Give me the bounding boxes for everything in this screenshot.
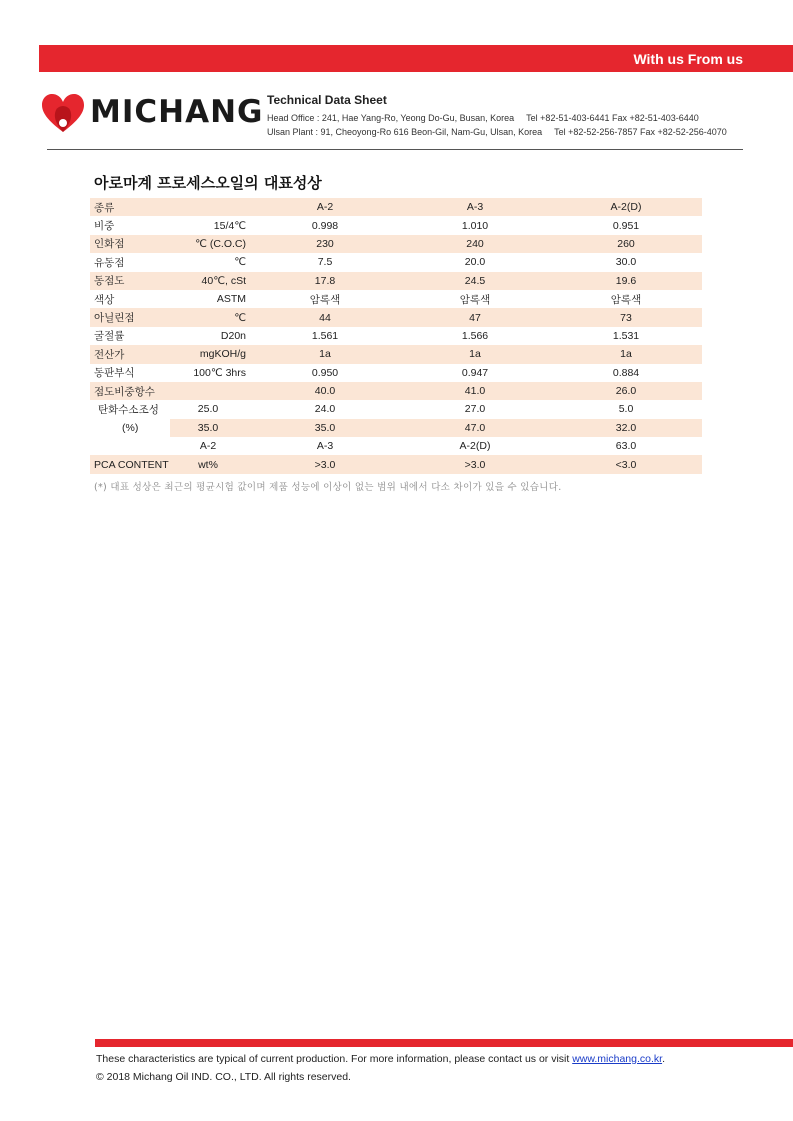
composition-row: (%) 35.0 35.0 47.0 32.0 (90, 419, 702, 437)
ulsan-plant-line (267, 125, 727, 139)
document-header-info (267, 93, 727, 139)
properties-table (90, 198, 702, 474)
table-row: 색상 ASTM 암록색 암록색 암록색 (94, 293, 642, 306)
table-row: 동점도 40℃, cSt 17.8 24.5 19.6 (90, 272, 702, 290)
heart-icon (40, 92, 86, 138)
table-row: 비중 15/4℃ 0.998 1.010 0.951 (94, 219, 640, 233)
header-label: 종류 (90, 198, 170, 216)
bottom-banner (95, 1039, 793, 1047)
table-row: 유동점 ℃ 7.5 20.0 30.0 (94, 256, 637, 269)
document-title: Technical Data Sheet (267, 93, 387, 107)
company-name: MICHANG (90, 94, 264, 130)
header-col: A-2(D) (550, 198, 702, 216)
header-col: A-2 (250, 198, 400, 216)
page-footer (96, 1050, 665, 1086)
table-header-row (90, 198, 702, 216)
website-link[interactable]: www.michang.co.kr (572, 1053, 663, 1065)
pca-row: PCA CONTENT wt% >3.0 >3.0 <3.0 (90, 455, 702, 473)
table-row: 전산가 mgKOH/g 1a 1a 1a (90, 345, 702, 363)
composition-row: 탄화수소조성 25.0 24.0 27.0 5.0 (98, 403, 634, 416)
ulsan-plant-address: Ulsan Plant : 91, Cheoyong-Ro 616 Beon-Gil, Nam-Gu, Ulsan, Korea (267, 127, 543, 137)
head-office-address: Head Office : 241, Hae Yang-Ro, Yeong Do-Gu, Busan, Korea (267, 113, 515, 123)
tagline: With us From us (633, 51, 743, 67)
composition-row: A-2 A-3 A-2(D) 63.0 (199, 440, 637, 453)
table-row: 인화점 ℃ (C.O.C) 230 240 260 (90, 235, 702, 253)
company-logo (40, 92, 264, 138)
section-title: 아로마계 프로세스오일의 대표성상 (94, 174, 322, 192)
head-office-line (267, 111, 727, 125)
head-office-phone: Tel +82-51-403-6441 Fax +82-51-403-6440 (526, 113, 699, 123)
top-banner (39, 45, 793, 72)
footer-line-1: These characteristics are typical of current production. For more information, please contact us or visit www.michang.co.kr. (96, 1053, 665, 1065)
table-row: 아닐린점 ℃ 44 47 73 (90, 308, 702, 326)
table-row: 굴절률 D20n 1.561 1.566 1.531 (94, 329, 640, 343)
header-col: A-3 (400, 198, 550, 216)
ulsan-plant-phone: Tel +82-52-256-7857 Fax +82-52-256-4070 (554, 127, 727, 137)
table-row: 동판부식 100℃ 3hrs 0.950 0.947 0.884 (94, 366, 640, 380)
copyright: © 2018 Michang Oil IND. CO., LTD. All rights reserved. (96, 1071, 351, 1083)
footnote: (*) 대표 성상은 최근의 평균시험 값이며 제품 성능에 이상이 없는 범위 내에서 다소 차이가 있을 수 있습니다. (94, 482, 562, 493)
table-row: 점도비중항수 40.0 41.0 26.0 (90, 382, 702, 400)
header-divider (47, 149, 743, 150)
